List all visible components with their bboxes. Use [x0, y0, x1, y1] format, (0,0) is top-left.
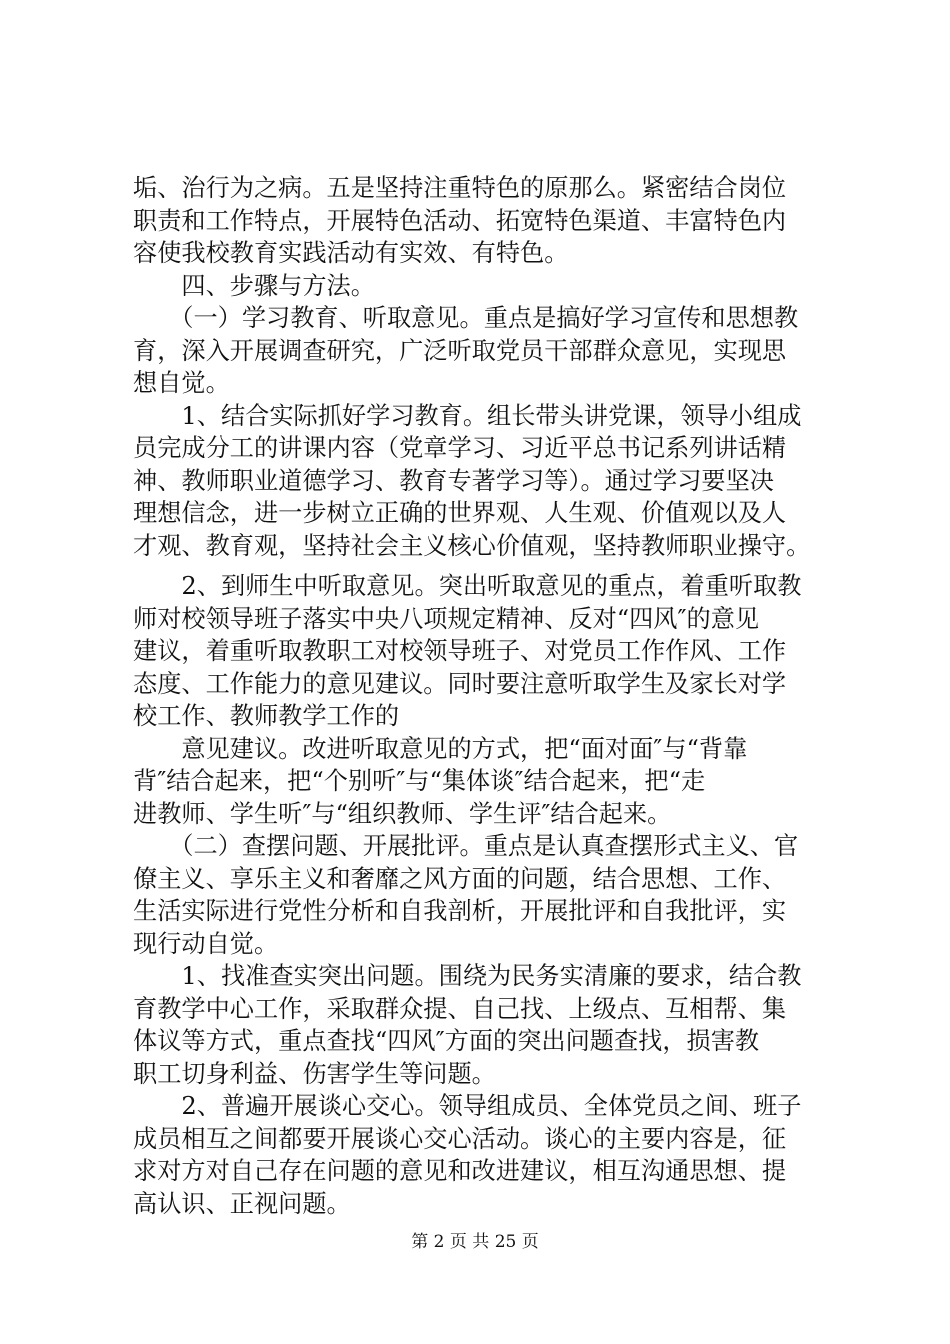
text-line: 理想信念，进一步树立正确的世界观、人生观、价值观以及人	[133, 499, 787, 527]
page-footer: 第 2 页 共 25 页	[411, 1232, 539, 1252]
body-text-block-1	[133, 172, 848, 562]
text-line: 体议等方式，重点查找“四风″方面的突出问题查找，损害教	[133, 1027, 760, 1055]
text-line: 成员相互之间都要开展谈心交心活动。谈心的主要内容是，征	[133, 1124, 787, 1153]
text-line: 垢、治行为之病。五是坚持注重特色的原那么。紧密结合岗位	[133, 174, 787, 202]
text-line: 育，深入开展调查研究，广泛听取党员干部群众意见，实现思	[133, 336, 787, 365]
text-line: 1、结合实际抓好学习教育。组长带头讲党课，领导小组成	[133, 401, 802, 430]
text-line: 才观、教育观，坚持社会主义核心价值观，坚持教师职业操守。	[133, 531, 811, 560]
text-line: 态度、工作能力的意见建议。同时要注意听取学生及家长对学	[133, 669, 787, 698]
text-line: 求对方对自己存在问题的意见和改进建议，相互沟通思想、提	[133, 1157, 787, 1185]
text-line: 僚主义、享乐主义和奢靡之风方面的问题，结合思想、工作、	[133, 864, 787, 893]
text-line: 进教师、学生听″与“组织教师、学生评″结合起来。	[133, 799, 672, 828]
text-line: 2、到师生中听取意见。突出听取意见的重点，着重听取教	[133, 572, 802, 600]
section-heading: 四、步骤与方法。	[133, 271, 375, 300]
text-line: 背″结合起来，把“个别听″与“集体谈″结合起来，把“走	[133, 767, 706, 795]
text-line: 校工作、教师教学工作的	[133, 702, 400, 730]
text-line: 2、普遍开展谈心交心。领导组成员、全体党员之间、班子	[133, 1092, 802, 1120]
text-line: 高认识、正视问题。	[133, 1189, 351, 1218]
text-line: 育教学中心工作，采取群众提、自己找、上级点、互相帮、集	[133, 994, 787, 1023]
text-line: 现行动自觉。	[133, 929, 279, 958]
text-line: 职责和工作特点，开展特色活动、拓宽特色渠道、丰富特色内	[133, 206, 787, 235]
text-line: （二）查摆问题、开展批评。重点是认真查摆形式主义、官	[133, 832, 799, 860]
text-line: 1、找准查实突出问题。围绕为民务实清廉的要求，结合教	[133, 962, 802, 990]
text-line: 师对校领导班子落实中央八项规定精神、反对“四风″的意见	[133, 604, 760, 633]
text-line: 想自觉。	[133, 369, 230, 397]
body-text-block-2	[133, 570, 848, 1220]
text-line: 职工切身利益、伤害学生等问题。	[133, 1059, 496, 1088]
text-line: 神、教师职业道德学习、教育专著学习等）。通过学习要坚决	[133, 466, 774, 495]
text-line: 员完成分工的讲课内容（党章学习、习近平总书记系列讲话精	[133, 434, 787, 462]
text-line: 生活实际进行党性分析和自我剖析，开展批评和自我批评，实	[133, 897, 787, 925]
text-line: 容使我校教育实践活动有实效、有特色。	[133, 239, 569, 267]
text-line: （一）学习教育、听取意见。重点是搞好学习宣传和思想教	[133, 304, 799, 332]
text-line: 建议，着重听取教职工对校领导班子、对党员工作作风、工作	[133, 637, 787, 665]
text-line: 意见建议。改进听取意见的方式，把“面对面″与“背靠	[133, 734, 748, 763]
